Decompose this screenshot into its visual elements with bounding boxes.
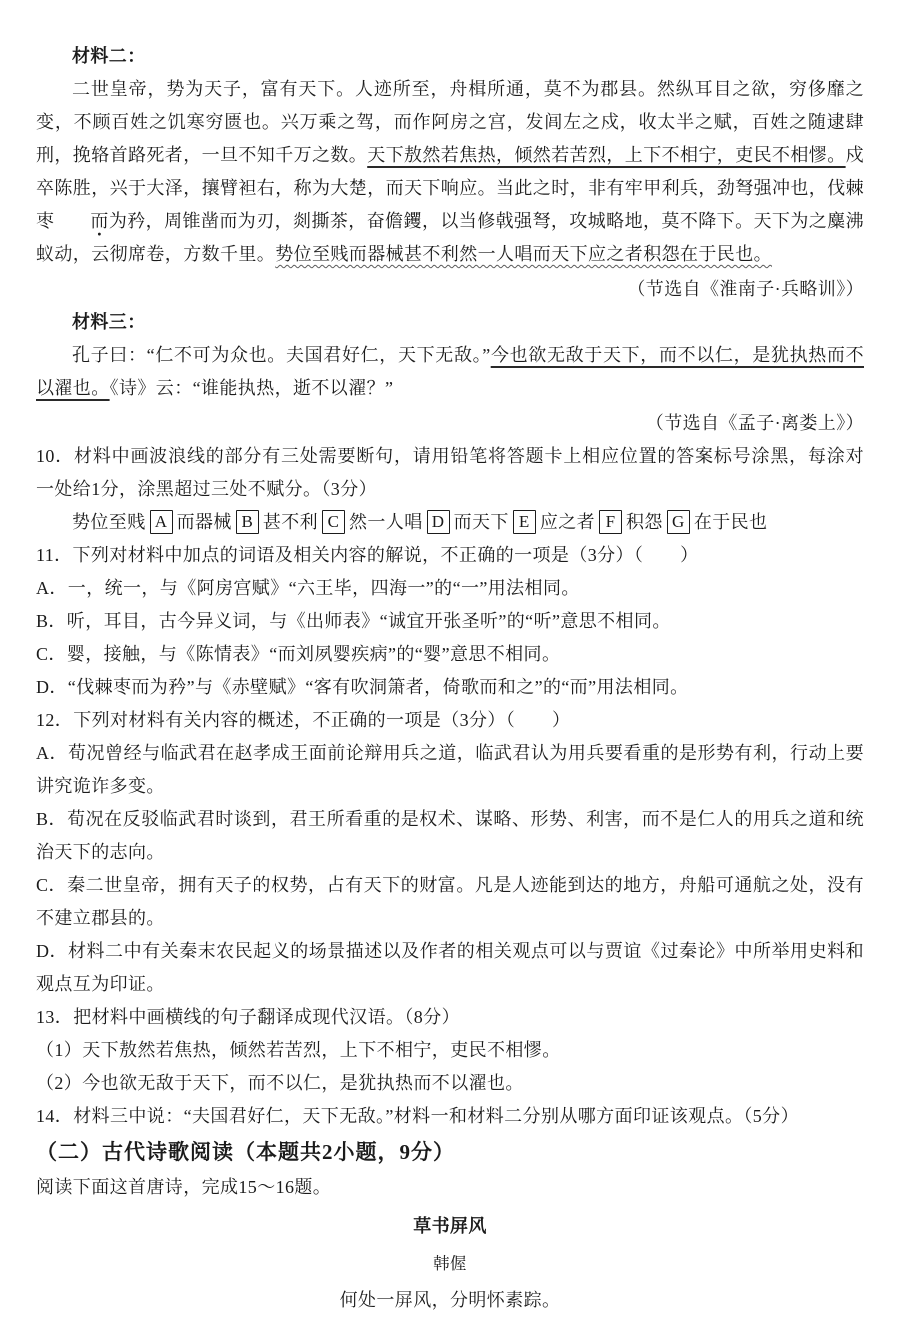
text-segment: 甚不利: [262, 512, 319, 532]
q12-option-d: [36, 935, 864, 1001]
question-11: [36, 539, 864, 572]
text-segment: 《诗》云：“谁能执热，逝不以濯？”: [109, 378, 394, 398]
text-segment: 阅读下面这首唐诗，完成15～16题。: [36, 1177, 332, 1197]
question-10-sentence-options: [36, 506, 864, 539]
material-3-paragraph: [36, 339, 864, 405]
q11-option-a: [36, 572, 864, 605]
underlined-text: 今也欲无敌于天下，而不以仁，是犹执热而不以濯也。: [36, 345, 864, 398]
text-segment: （节选自《淮南子·兵略训》）: [627, 279, 864, 299]
q11-option-d: [36, 671, 864, 704]
answer-mark-box: A: [150, 510, 173, 534]
text-segment: 12．下列对材料有关内容的概述，不正确的一项是（3分）（ ）: [36, 710, 571, 730]
q13-sentence-1: [36, 1034, 864, 1067]
text-segment: 孔子曰：“仁不可为众也。夫国君好仁，天下无敌。”: [72, 345, 491, 365]
text-segment: 草书屏风: [413, 1216, 487, 1236]
material-2-label: [36, 40, 864, 73]
text-segment: C．秦二世皇帝，拥有天子的权势，占有天下的财富。凡是人迹能到达的地方，舟船可通航之处，没有不建立郡县的。: [36, 875, 864, 928]
text-segment: 而天下: [453, 512, 509, 532]
text-segment: A．一，统一，与《阿房宫赋》“六王毕，四海一”的“一”用法相同。: [36, 578, 580, 598]
text-segment: C．婴，接触，与《陈情表》“而刘夙婴疾病”的“婴”意思不相同。: [36, 644, 561, 664]
text-segment: D．“伐棘枣而为矜”与《赤壁赋》“客有吹洞箫者，倚歌而和之”的“而”用法相同。: [36, 677, 689, 697]
text-segment: B．听，耳目，古今异义词，与《出师表》“诚宜开张圣听”的“听”意思不相同。: [36, 611, 671, 631]
wavy-underlined-text: 势位至贱而器械甚不利然一人唱而天下应之者积怨在于民也。: [275, 244, 773, 264]
text-segment: 10．材料中画波浪线的部分有三处需要断句，请用铅笔将答题卡上相应位置的答案标号涂黑，每涂对一处给1分，涂黑超过三处不赋分。（3分）: [36, 446, 864, 499]
q11-option-c: [36, 638, 864, 671]
text-segment: 为矜，周锥凿而为刃，剡撕茶，奋儋钁，以当修戟强弩，攻城略地，莫不降下。天下为之麋沸蚁动，云彻席卷，方数千里。: [36, 211, 864, 264]
material-3-source: [36, 407, 864, 440]
question-14: [36, 1100, 864, 1133]
text-segment: 材料三：: [72, 312, 146, 332]
question-10: [36, 440, 864, 506]
answer-mark-box: E: [513, 510, 536, 534]
text-segment: 14．材料三中说：“夫国君好仁，天下无敌。”材料一和材料二分别从哪方面印证该观点。（5分）: [36, 1106, 799, 1126]
text-segment: D．材料二中有关秦末农民起义的场景描述以及作者的相关观点可以与贾谊《过秦论》中所举用史料和观点互为印证。: [36, 941, 864, 994]
answer-mark-box: F: [599, 510, 622, 534]
text-segment: B．荀况在反驳临武君时谈到，君王所看重的是权术、谋略、形势、利害，而不是仁人的用兵之道和统治天下的志向。: [36, 809, 864, 862]
text-segment: 在于民也: [693, 512, 768, 532]
text-segment: 13．把材料中画横线的句子翻译成现代汉语。（8分）: [36, 1007, 460, 1027]
q11-option-b: [36, 605, 864, 638]
text-segment: （1）天下敖然若焦热，倾然若苦烈，上下不相宁，吏民不相憀。: [36, 1040, 561, 1060]
poem-line-1: [36, 1284, 864, 1317]
text-segment: 二世皇帝，势为天子，富有天下。人迹所至，舟楫所通，莫不为郡县。然纵耳目之欲，穷侈靡之变，不顾百姓之饥寒穷匮也。兴万乘之驾，而作阿房之宫，发闾左之戍，收太半之赋，百姓之随逮肆刑，挽辂首路死者，一旦不知千万之数。: [36, 79, 864, 165]
poetry-instruction: [36, 1171, 864, 1204]
text-segment: （二）古代诗歌阅读（本题共2小题，9分）: [36, 1140, 455, 1164]
q12-option-a: [36, 737, 864, 803]
material-2-source: [36, 273, 864, 306]
text-segment: 应之者: [539, 512, 596, 532]
text-segment: 势位至贱: [72, 512, 146, 532]
question-13: [36, 1001, 864, 1034]
text-segment: （节选自《孟子·离娄上》）: [645, 413, 864, 433]
section-heading-poetry: [36, 1133, 864, 1171]
text-segment: （2）今也欲无敌于天下，而不以仁，是犹执热而不以濯也。: [36, 1073, 524, 1093]
q12-option-c: [36, 869, 864, 935]
material-3-label: [36, 306, 864, 339]
text-segment: 何处一屏风，分明怀素踪。: [339, 1290, 561, 1310]
text-segment: 然一人唱: [349, 512, 423, 532]
text-segment: A．荀况曾经与临武君在赵孝成王面前论辩用兵之道，临武君认为用兵要看重的是形势有利，行动上要讲究诡诈多变。: [36, 743, 864, 796]
text-segment: 而器械: [176, 512, 232, 532]
poem-author: [36, 1247, 864, 1280]
answer-mark-box: G: [667, 510, 690, 534]
dotted-emphasis-text: 而: [90, 211, 109, 231]
q13-sentence-2: [36, 1067, 864, 1100]
text-segment: 材料二：: [72, 46, 146, 66]
q12-option-b: [36, 803, 864, 869]
poem-title: [36, 1210, 864, 1243]
text-segment: 11．下列对材料中加点的词语及相关内容的解说，不正确的一项是（3分）（ ）: [36, 545, 699, 565]
text-segment: 韩偓: [433, 1254, 467, 1273]
document-body: [36, 40, 864, 1317]
question-12: [36, 704, 864, 737]
text-segment: 戍卒陈胜，兴于大泽，攘臂袒右，称为大楚，而天下响应。当此之时，非有牢甲利兵，劲弩强冲也，伐棘枣: [36, 145, 865, 231]
answer-mark-box: B: [236, 510, 259, 534]
answer-mark-box: C: [322, 510, 345, 534]
answer-mark-box: D: [427, 510, 450, 534]
text-segment: 积怨: [626, 512, 663, 532]
underlined-text: 天下敖然若焦热，倾然若苦烈，上下不相宁，吏民不相憀。: [367, 145, 846, 165]
material-2-paragraph: [36, 73, 864, 271]
